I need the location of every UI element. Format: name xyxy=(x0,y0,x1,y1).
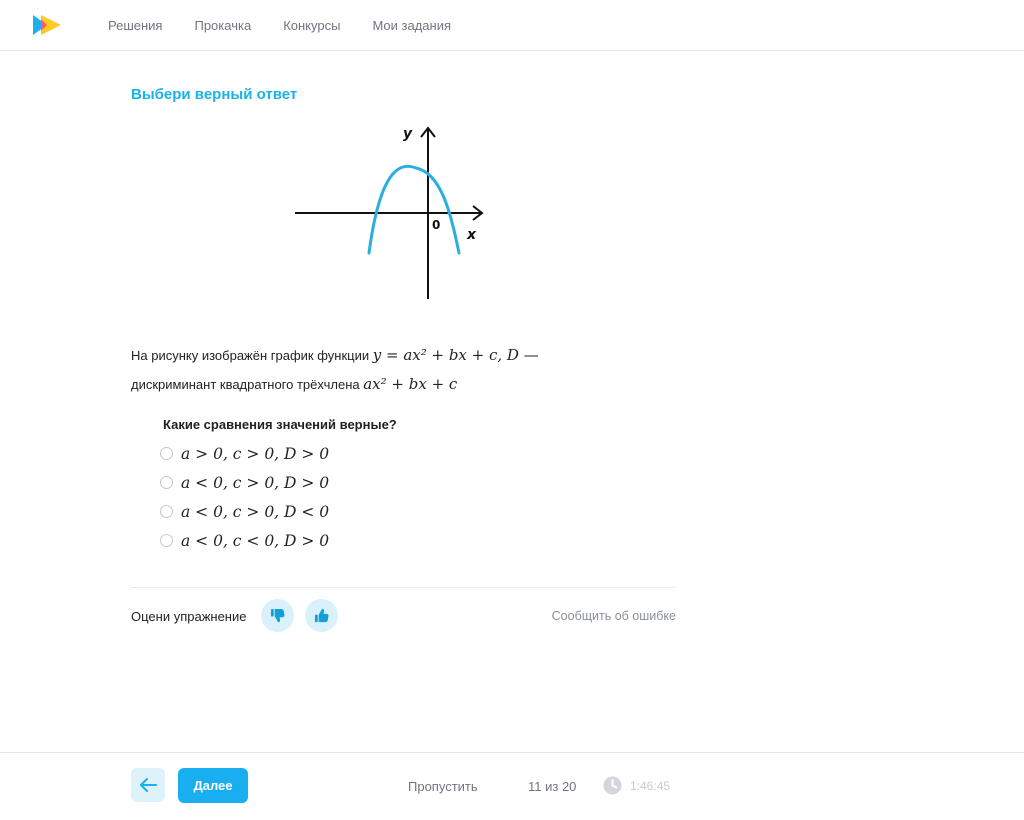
radio-button[interactable] xyxy=(160,534,173,547)
rating-row xyxy=(131,599,676,633)
statement-line-2 xyxy=(131,370,676,399)
clock-icon xyxy=(603,776,622,795)
radio-button[interactable] xyxy=(160,505,173,518)
radio-button[interactable] xyxy=(160,447,173,460)
bottom-bar xyxy=(0,752,1024,820)
answer-option-1[interactable] xyxy=(160,439,329,468)
play-logo-icon[interactable] xyxy=(33,15,61,35)
problem-statement xyxy=(131,341,676,399)
question-text: Какие сравнения значений верные? xyxy=(163,417,397,432)
radio-button[interactable] xyxy=(160,476,173,489)
statement-line-1 xyxy=(131,341,676,370)
statement-formula-2: ax² + bx + c xyxy=(363,375,458,393)
arrow-left-icon xyxy=(139,778,157,792)
timer: 1:46:45 xyxy=(630,779,671,793)
progress-counter: 11 из 20 xyxy=(528,779,577,794)
statement-text-1: На рисунку изображён график функции xyxy=(131,348,373,363)
skip-button[interactable]: Пропустить xyxy=(408,779,478,794)
thumbs-down-icon xyxy=(270,608,285,623)
like-button[interactable] xyxy=(305,599,338,632)
origin-label: 0 xyxy=(432,218,441,232)
answer-option-2[interactable] xyxy=(160,468,329,497)
answer-option-3[interactable] xyxy=(160,497,329,526)
nav-item-contests[interactable]: Конкурсы xyxy=(283,17,341,33)
back-button[interactable] xyxy=(131,768,165,802)
report-error-link[interactable]: Сообщить об ошибке xyxy=(551,609,676,623)
nav-item-training[interactable]: Прокачка xyxy=(194,17,252,33)
answer-option-text: a > 0, c > 0, D > 0 xyxy=(181,444,330,463)
parabola-curve xyxy=(369,166,459,253)
section-divider xyxy=(131,587,676,588)
x-axis-label: x xyxy=(467,227,477,243)
nav-item-solutions[interactable]: Решения xyxy=(108,17,163,33)
answer-option-text: a < 0, c > 0, D > 0 xyxy=(181,473,330,492)
function-graph xyxy=(291,123,491,303)
main-nav xyxy=(108,0,483,50)
rating-label: Оцени упражнение xyxy=(131,609,247,624)
y-axis-label: y xyxy=(403,126,413,142)
statement-text-2: дискриминант квадратного трёхчлена xyxy=(131,377,364,392)
top-bar xyxy=(0,0,1024,51)
answer-options xyxy=(160,439,329,555)
thumbs-up-icon xyxy=(314,608,329,623)
answer-option-text: a < 0, c > 0, D < 0 xyxy=(181,502,330,521)
nav-item-my-tasks[interactable]: Мои задания xyxy=(372,17,452,33)
answer-option-text: a < 0, c < 0, D > 0 xyxy=(181,531,330,550)
task-title: Выбери верный ответ xyxy=(131,86,298,103)
statement-formula-1: y = ax² + bx + c, D — xyxy=(372,346,539,364)
next-button[interactable]: Далее xyxy=(178,768,248,803)
answer-option-4[interactable] xyxy=(160,526,329,555)
dislike-button[interactable] xyxy=(261,599,294,632)
